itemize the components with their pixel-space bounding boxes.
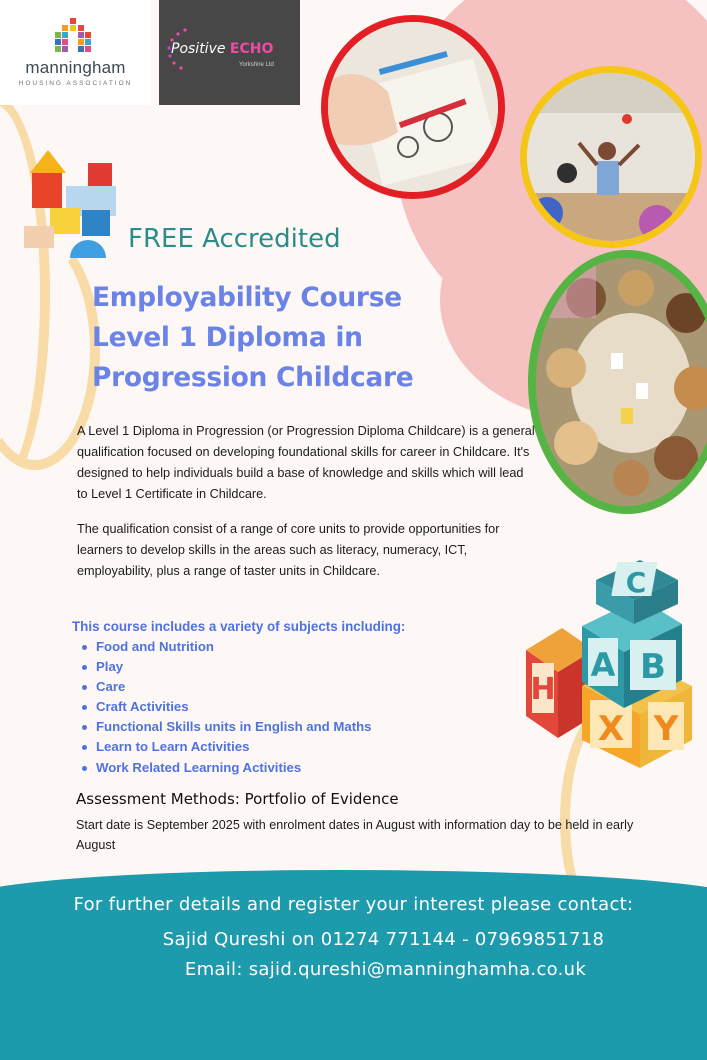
course-title-line-3: Progression Childcare xyxy=(92,362,414,393)
toy-blocks-icon xyxy=(22,148,122,258)
list-item: Functional Skills units in English and Maths xyxy=(80,717,372,737)
photo-children-circle xyxy=(528,250,707,514)
list-item: Craft Activities xyxy=(80,697,372,717)
list-item: Care xyxy=(80,677,372,697)
subjects-intro: This course includes a variety of subjects including: xyxy=(72,619,406,634)
block-letter-a: A xyxy=(590,646,616,684)
block-letter-x: X xyxy=(597,709,625,749)
list-item: Play xyxy=(80,657,372,677)
assessment-methods: Assessment Methods: Portfolio of Evidence xyxy=(76,790,399,808)
photo-child-playing xyxy=(520,66,702,248)
footer-email: Email: sajid.qureshi@manninghamha.co.uk xyxy=(184,959,587,980)
course-title-line-2: Level 1 Diploma in xyxy=(92,322,363,353)
positive-echo-logo xyxy=(159,0,300,105)
block-letter-y: Y xyxy=(653,709,679,749)
list-item: Food and Nutrition xyxy=(80,637,372,657)
footer-phone: Sajid Qureshi on 01274 771144 - 07969851718 xyxy=(162,929,605,950)
photo-child-colouring xyxy=(321,15,505,199)
positive-word: Positive xyxy=(171,41,226,57)
subjects-list xyxy=(80,637,372,778)
start-date-text: Start date is September 2025 with enrolment dates in August with information day to be held in early August xyxy=(76,818,634,852)
list-item: Learn to Learn Activities xyxy=(80,737,372,757)
footer-contact-intro: For further details and register your interest please contact: xyxy=(73,894,634,915)
block-letter-c: C xyxy=(625,566,647,599)
course-title-line-1: Employability Course xyxy=(92,282,402,313)
list-item: Work Related Learning Activities xyxy=(80,758,372,778)
manningham-name: manningham xyxy=(25,58,126,77)
manningham-mark-icon xyxy=(52,18,98,54)
block-letter-b: B xyxy=(640,647,666,687)
free-accredited-heading: FREE Accredited xyxy=(128,224,341,254)
qualification-paragraph: The qualification consist of a range of core units to provide opportunities for learners to develop skills in the areas such as literacy, numeracy, ICT, employability, plus a range of taster units in Childcare. xyxy=(77,522,500,578)
positive-echo-subtitle: Yorkshire Ltd xyxy=(239,62,274,68)
manningham-tagline: HOUSING ASSOCIATION xyxy=(18,80,133,87)
positive-echo-title xyxy=(171,41,273,57)
course-description-paragraph: A Level 1 Diploma in Progression (or Progression Diploma Childcare) is a general qualification focused on developing foundational skills for career in Childcare. It's designed to help individuals build a base of knowledge and skills which will lead to Level 1 Certificate in Childcare. xyxy=(77,424,535,501)
block-letter-h: H xyxy=(530,672,556,707)
manningham-logo xyxy=(0,0,151,105)
alphabet-blocks-illustration xyxy=(522,558,700,768)
echo-word: ECHO xyxy=(229,41,274,57)
